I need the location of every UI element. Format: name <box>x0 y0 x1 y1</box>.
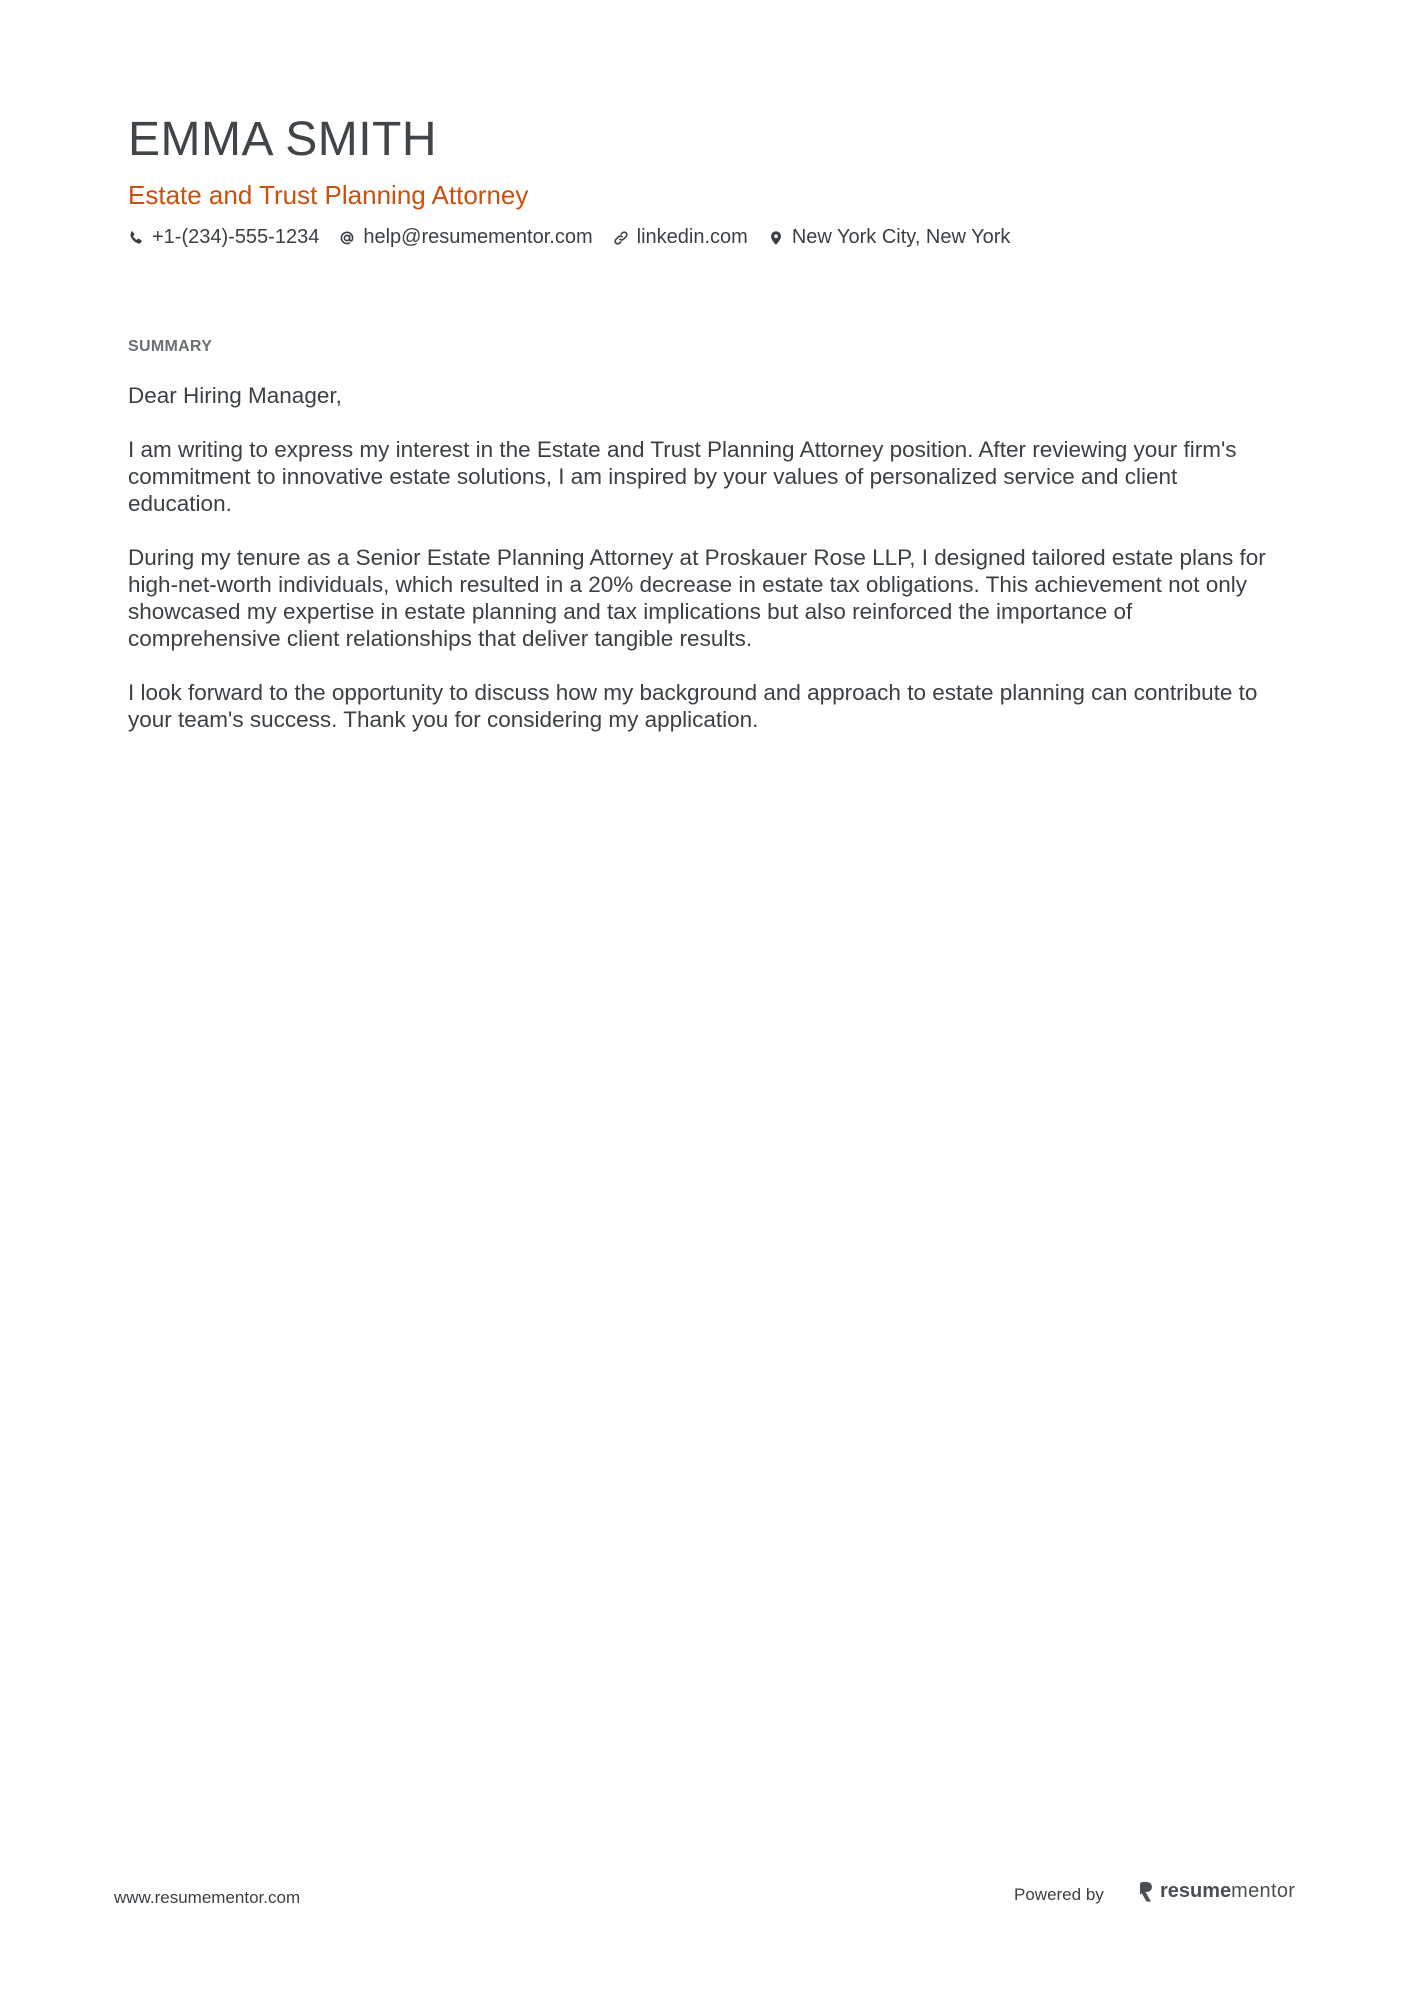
phone-icon <box>128 230 144 246</box>
location-text: New York City, New York <box>791 226 1011 248</box>
brand-name <box>1160 1880 1295 1903</box>
section-label-summary: SUMMARY <box>128 338 213 355</box>
powered-by-label: Powered by <box>1014 1885 1104 1904</box>
at-icon <box>339 230 355 246</box>
letter-paragraph: During my tenure as a Senior Estate Planning Attorney at Proskauer Rose LLP, I designed tailored estate plans for high-net-worth individuals, which resulted in a 20% decrease in estate tax obligations. This achievement not only showcased my expertise in estate planning and tax implications but also reinforced the importance of comprehensive client relationships that deliver tangible results. <box>128 545 1266 651</box>
footer-url-link[interactable]: www.resumementor.com <box>114 1888 301 1907</box>
website-text: linkedin.com <box>636 226 748 248</box>
location-pin-icon <box>768 230 784 246</box>
contact-email[interactable] <box>339 226 592 249</box>
job-title: Estate and Trust Planning Attorney <box>128 180 529 210</box>
letter-paragraph: I look forward to the opportunity to discuss how my background and approach to estate planning can contribute to your team's success. Thank you for considering my application. <box>128 680 1258 732</box>
contact-phone[interactable] <box>128 226 319 249</box>
contact-website[interactable] <box>613 226 748 249</box>
brand-name-bold: resume <box>1160 1880 1232 1902</box>
letter-body <box>128 382 1278 760</box>
brand-name-light: mentor <box>1231 1880 1296 1902</box>
letter-salutation: Dear Hiring Manager, <box>128 383 342 408</box>
resumementor-logo-icon <box>1138 1881 1154 1903</box>
contact-row <box>128 226 1010 249</box>
applicant-name: EMMA SMITH <box>128 113 438 166</box>
email-text: help@resumementor.com <box>363 226 593 248</box>
letter-paragraph: I am writing to express my interest in the Estate and Trust Planning Attorney position. After reviewing your firm's commitment to innovative estate solutions, I am inspired by your values of personalized service and client education. <box>128 437 1237 516</box>
contact-location <box>768 226 1011 249</box>
brand-logo[interactable] <box>1138 1880 1295 1903</box>
link-icon <box>613 230 629 246</box>
phone-text: +1-(234)-555-1234 <box>152 226 320 248</box>
